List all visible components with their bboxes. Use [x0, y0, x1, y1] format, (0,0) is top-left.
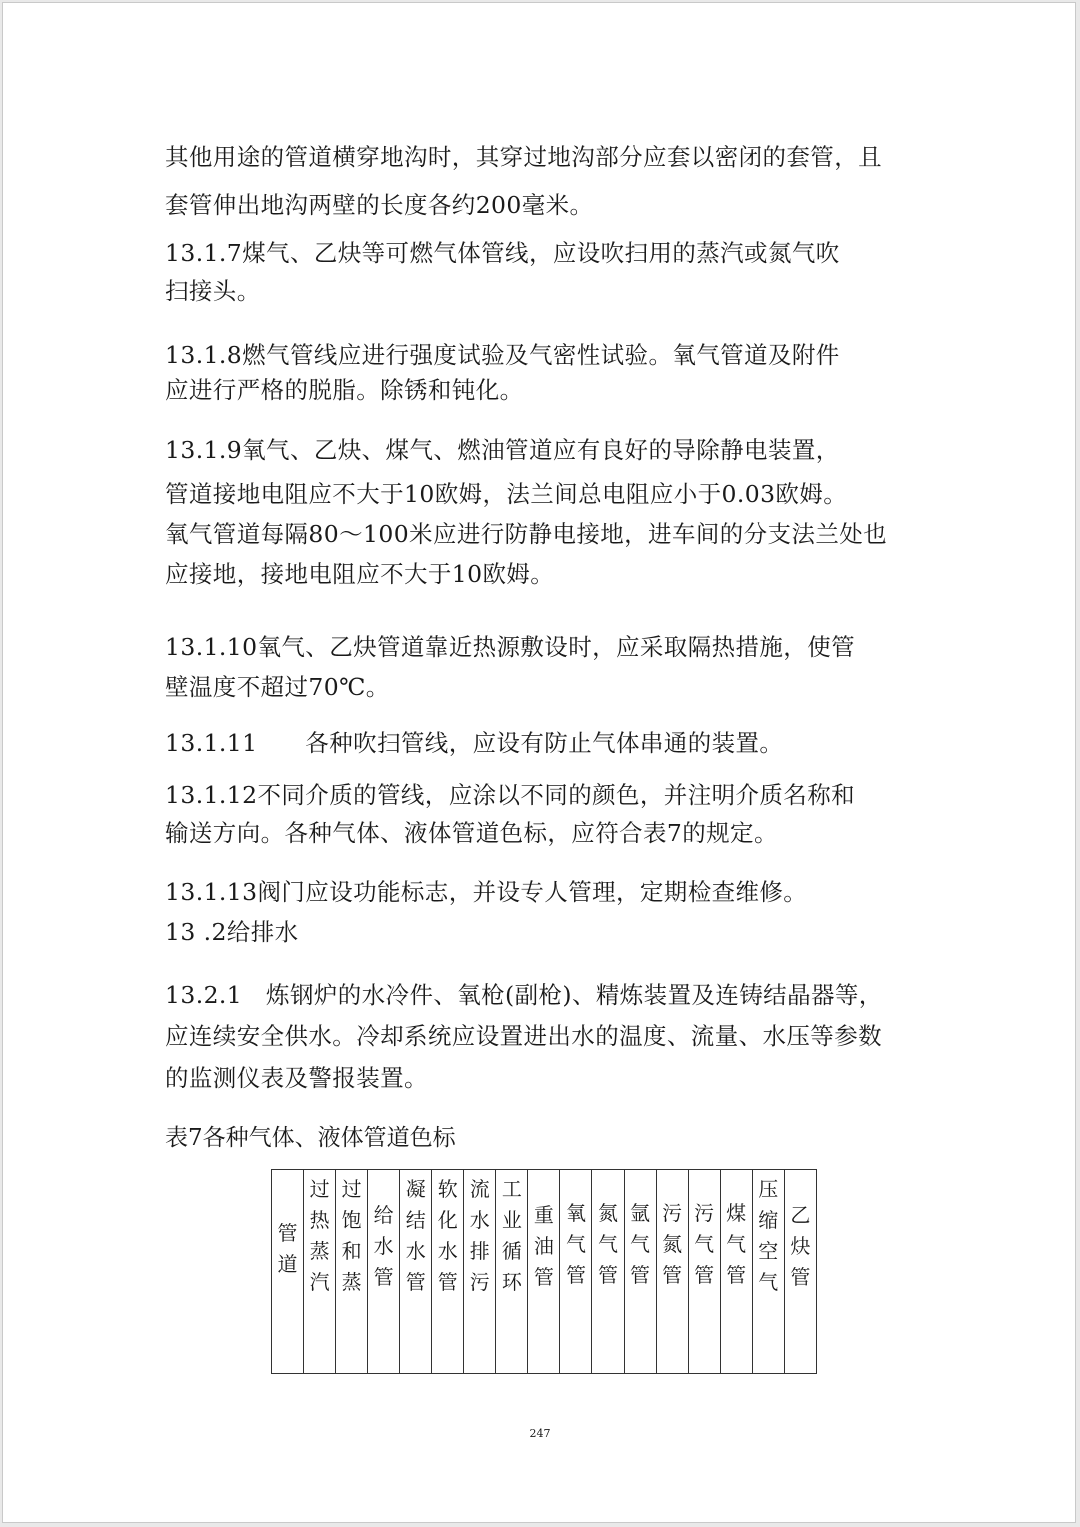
table-cell: [720, 1170, 752, 1374]
page-number: 247: [529, 1427, 551, 1440]
text-line: 应连续安全供水。冷却系统应设置进出水的温度、流量、水压等参数: [165, 1022, 882, 1050]
table-cell: [464, 1170, 496, 1374]
table-cell: [400, 1170, 432, 1374]
text-line: 13.1.8燃气管线应进行强度试验及气密性试验。氧气管道及附件: [165, 341, 840, 369]
text-line: 13.1.10氧气、乙炔管道靠近热源敷设时，应采取隔热措施，使管: [165, 633, 855, 661]
table-cell: [304, 1170, 336, 1374]
cell-text: 过 饱 和 蒸: [341, 1177, 362, 1294]
text-line: 扫接头。: [165, 277, 261, 305]
cell-text: 煤 气 管: [726, 1201, 747, 1287]
cell-text: 压 缩 空 气: [758, 1177, 779, 1294]
cell-text: 给 水 管: [373, 1203, 394, 1289]
table-cell: [656, 1170, 688, 1374]
table-cell: [784, 1170, 816, 1374]
text-line: 套管伸出地沟两壁的长度各约200毫米。: [165, 191, 594, 219]
table-cell: [592, 1170, 624, 1374]
text-line: 13.1.11 各种吹扫管线，应设有防止气体串通的装置。: [165, 729, 784, 757]
table-cell: [528, 1170, 560, 1374]
cell-text: 氧 气 管: [565, 1201, 586, 1287]
section-heading: 13 .2给排水: [165, 918, 299, 946]
document-page: [2, 2, 1076, 1523]
pipe-color-table: [271, 1169, 817, 1374]
table-cell: [688, 1170, 720, 1374]
table-cell: [336, 1170, 368, 1374]
table-cell: [496, 1170, 528, 1374]
text-line: 其他用途的管道横穿地沟时，其穿过地沟部分应套以密闭的套管，且: [165, 143, 882, 171]
text-line: 输送方向。各种气体、液体管道色标，应符合表7的规定。: [165, 819, 778, 847]
cell-text: 过 热 蒸 汽: [309, 1177, 330, 1294]
cell-text: 凝 结 水 管: [405, 1177, 426, 1294]
cell-text: 重 油 管: [533, 1203, 554, 1289]
table-cell: [752, 1170, 784, 1374]
cell-text: 污 气 管: [694, 1201, 715, 1287]
table-cell: [272, 1170, 304, 1374]
text-line: 应接地，接地电阻应不大于10欧姆。: [165, 560, 555, 588]
text-line: 管道接地电阻应不大于10欧姆，法兰间总电阻应小于0.03欧姆。: [165, 480, 848, 508]
table-caption: 表7各种气体、液体管道色标: [165, 1125, 456, 1151]
text-line: 壁温度不超过70℃。: [165, 673, 390, 701]
table-cell: [368, 1170, 400, 1374]
cell-text: 氩 气 管: [630, 1201, 651, 1287]
cell-text: 氮 气 管: [597, 1201, 618, 1287]
table-cell: [624, 1170, 656, 1374]
text-line: 的监测仪表及警报装置。: [165, 1064, 428, 1092]
text-line: 13.1.7煤气、乙炔等可燃气体管线，应设吹扫用的蒸汽或氮气吹: [165, 239, 840, 267]
text-line: 13.1.12不同介质的管线，应涂以不同的颜色，并注明介质名称和: [165, 781, 855, 809]
cell-text: 流 水 排 污: [469, 1177, 490, 1294]
text-line: 13.2.1 炼钢炉的水冷件、氧枪(副枪)、精炼装置及连铸结晶器等，: [165, 981, 883, 1009]
text-line: 氧气管道每隔80～100米应进行防静电接地，进车间的分支法兰处也: [165, 520, 888, 548]
cell-text: 软 化 水 管: [437, 1177, 458, 1294]
cell-text: 污 氮 管: [662, 1201, 683, 1287]
table-cell: [560, 1170, 592, 1374]
table-cell: [432, 1170, 464, 1374]
text-line: 13.1.9氧气、乙炔、煤气、燃油管道应有良好的导除静电装置，: [165, 436, 840, 464]
cell-text: 乙 炔 管: [790, 1203, 811, 1289]
cell-text: 管 道: [277, 1221, 298, 1276]
cell-text: 工 业 循 环: [501, 1177, 522, 1294]
text-line: 应进行严格的脱脂。除锈和钝化。: [165, 376, 524, 404]
text-line: 13.1.13阀门应设功能标志，并设专人管理，定期检查维修。: [165, 878, 808, 906]
